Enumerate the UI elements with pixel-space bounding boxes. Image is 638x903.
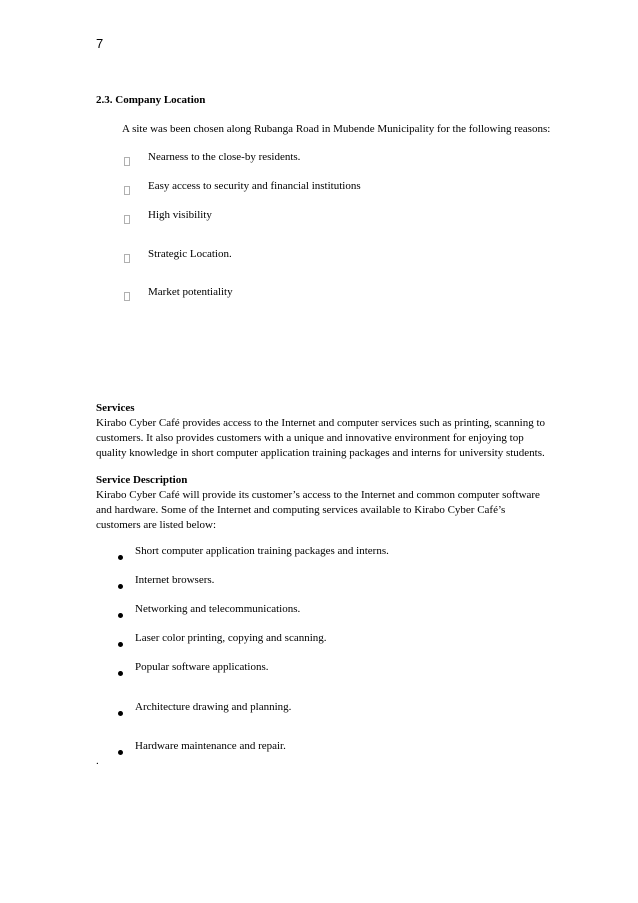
service-item: Short computer application training packages and interns. — [135, 545, 389, 557]
box-bullet-icon — [124, 210, 130, 228]
service-description-heading: Service Description — [96, 474, 188, 486]
bullet-dot-icon — [118, 704, 123, 722]
trailing-mark: . — [96, 755, 99, 767]
service-item: Internet browsers. — [135, 574, 215, 586]
box-bullet-icon — [124, 181, 130, 199]
service-item: Architecture drawing and planning. — [135, 701, 292, 713]
bullet-dot-icon — [118, 635, 123, 653]
services-line: quality knowledge in short computer application training packages and interns for university students. — [96, 447, 545, 459]
reason-item: Strategic Location. — [148, 248, 232, 260]
box-bullet-icon — [124, 152, 130, 170]
reason-item: Market potentiality — [148, 286, 233, 298]
service-item: Laser color printing, copying and scanning. — [135, 632, 327, 644]
services-line: Kirabo Cyber Café provides access to the Internet and computer services such as printing, scanning to — [96, 417, 546, 429]
reason-item: Easy access to security and financial institutions — [148, 180, 361, 192]
bullet-dot-icon — [118, 577, 123, 595]
company-location-heading: 2.3. Company Location — [96, 94, 206, 106]
page-number: 7 — [96, 36, 104, 51]
service-description-line: customers are listed below: — [96, 519, 217, 531]
bullet-dot-icon — [118, 606, 123, 624]
service-item: Hardware maintenance and repair. — [135, 740, 286, 752]
company-location-intro: A site was been chosen along Rubanga Road in Mubende Municipality for the following reasons: — [122, 123, 551, 135]
bullet-dot-icon — [118, 743, 123, 761]
box-bullet-icon — [124, 287, 130, 305]
reason-item: High visibility — [148, 209, 212, 221]
service-description-line: and hardware. Some of the Internet and computing services available to Kirabo Cyber Café’s — [96, 504, 506, 516]
service-description-line: Kirabo Cyber Café will provide its customer’s access to the Internet and common computer software — [96, 489, 540, 501]
services-line: customers. It also provides customers with a unique and innovative environment for enjoying top — [96, 432, 524, 444]
bullet-dot-icon — [118, 548, 123, 566]
box-bullet-icon — [124, 249, 130, 267]
service-item: Popular software applications. — [135, 661, 269, 673]
reason-item: Nearness to the close-by residents. — [148, 151, 301, 163]
bullet-dot-icon — [118, 664, 123, 682]
services-heading: Services — [96, 402, 135, 414]
service-item: Networking and telecommunications. — [135, 603, 301, 615]
